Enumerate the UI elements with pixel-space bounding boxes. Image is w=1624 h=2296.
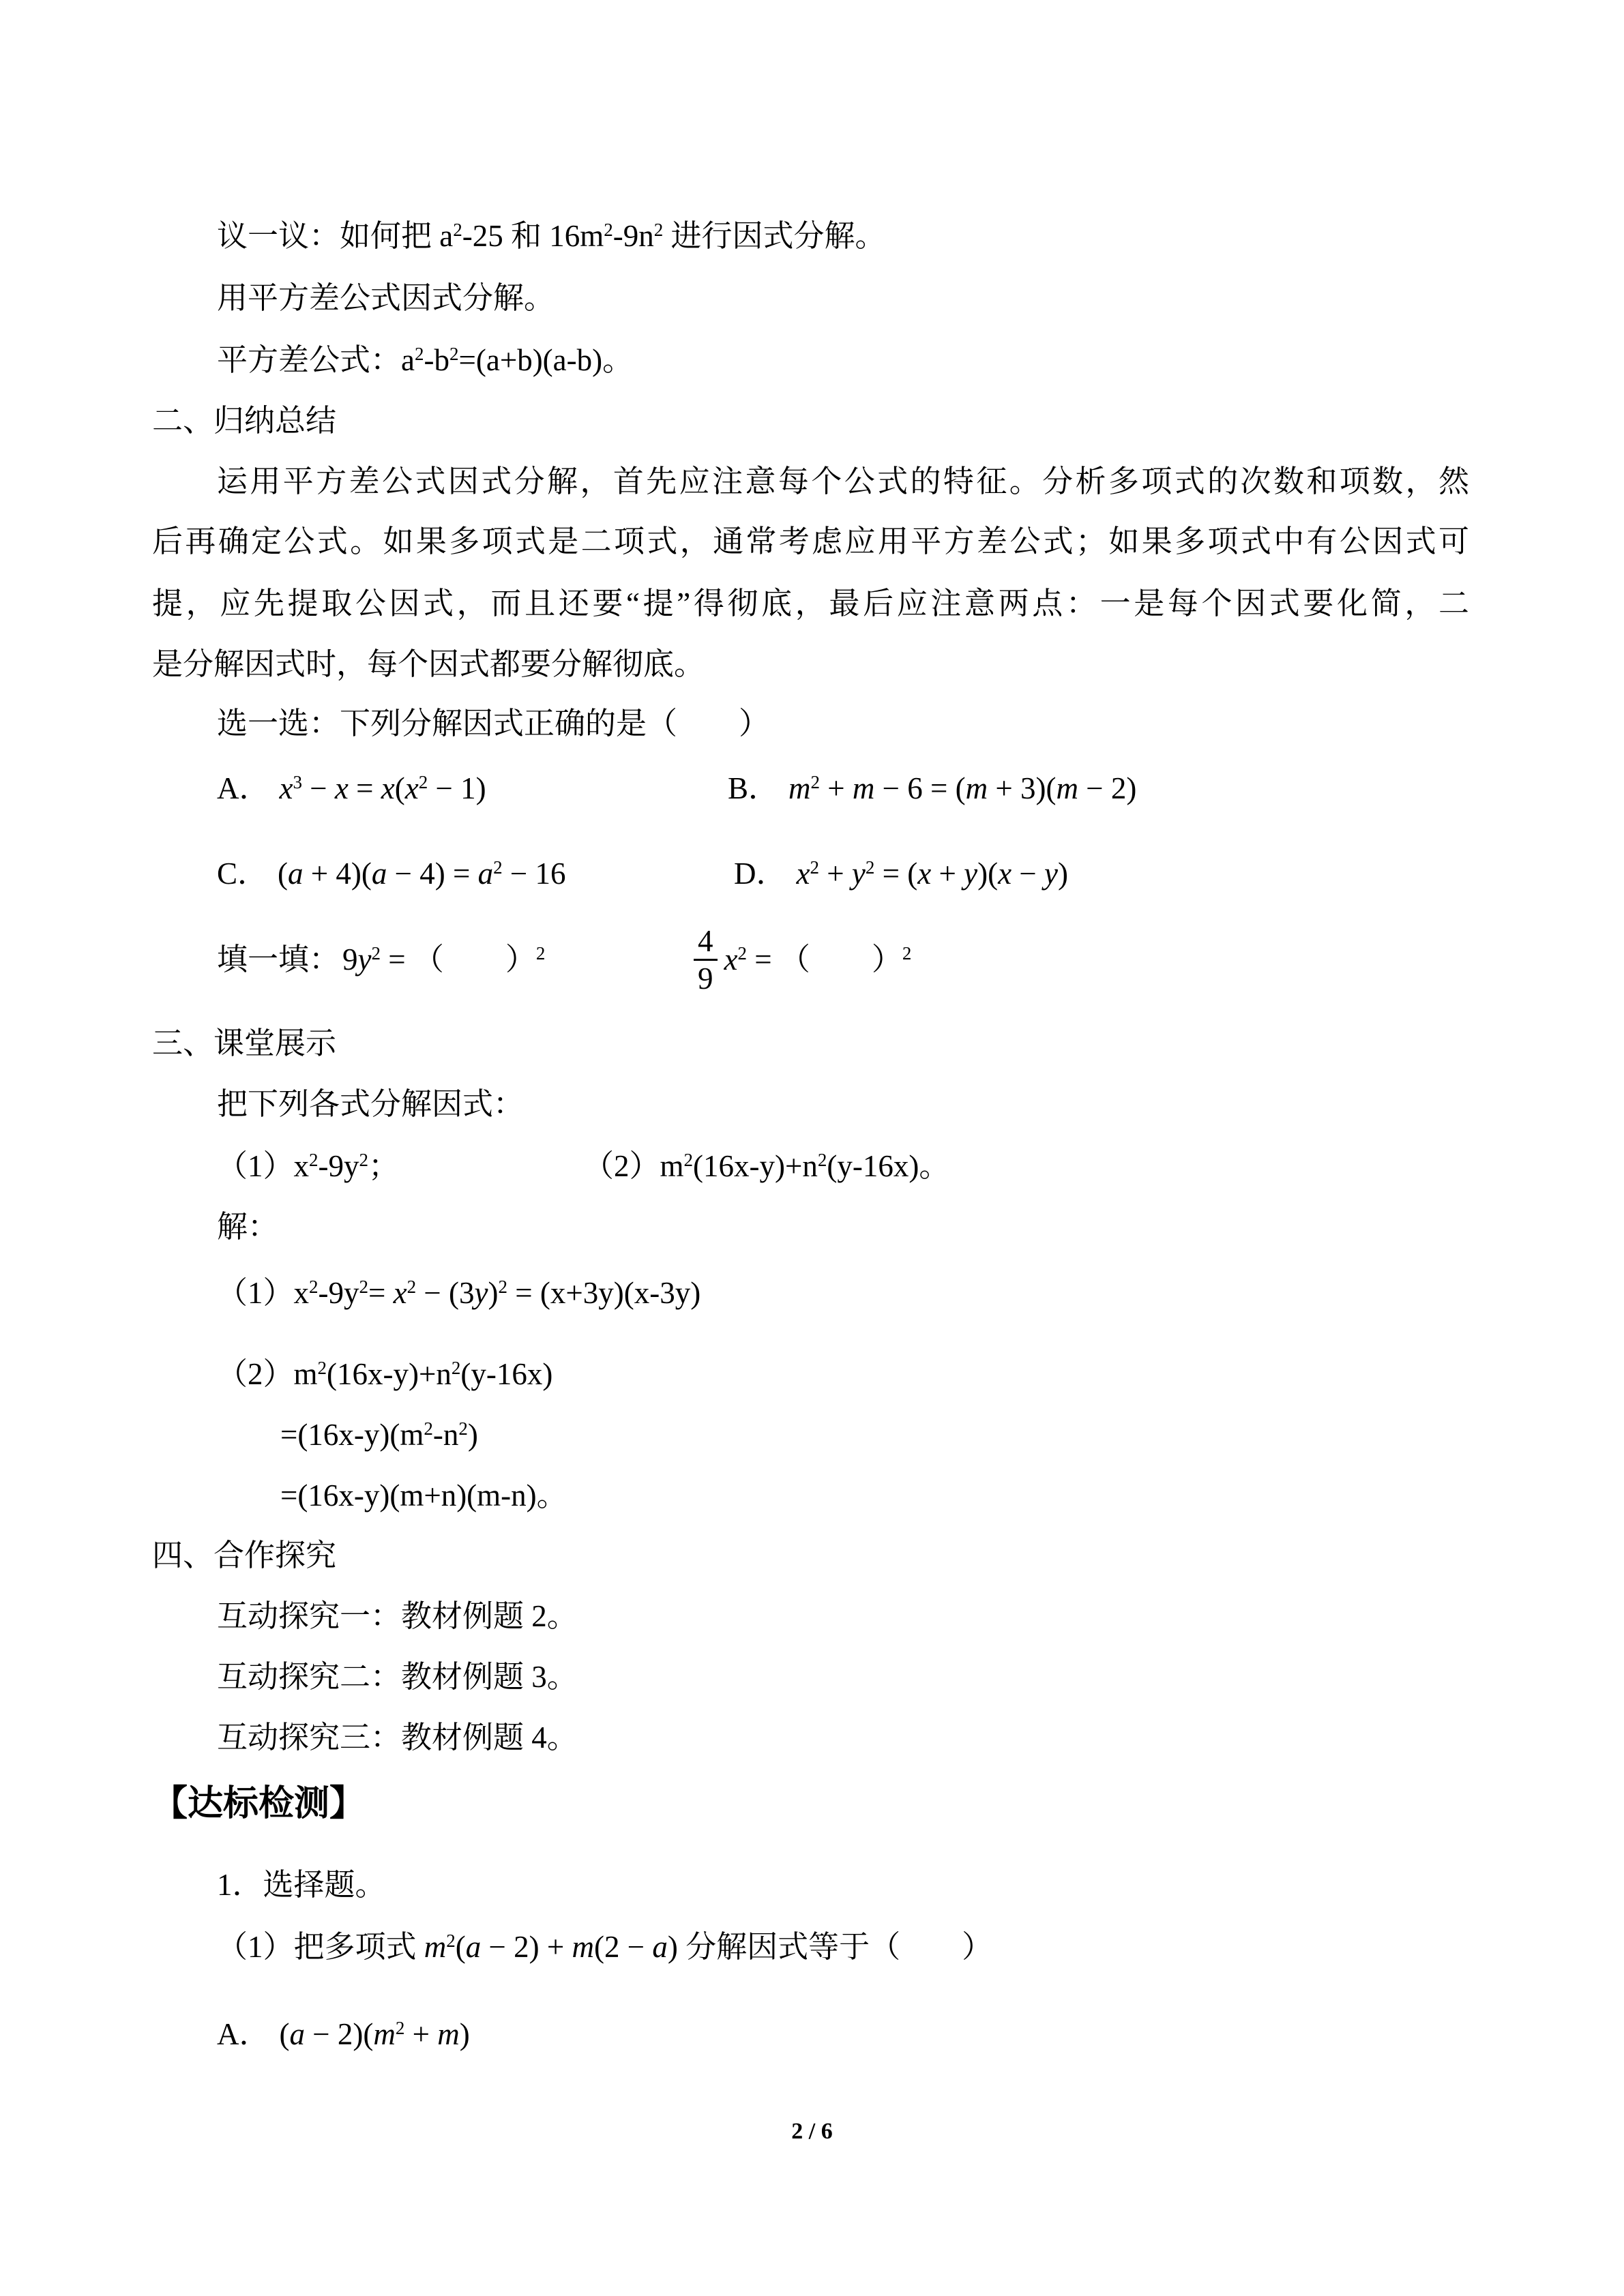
fraction-denominator: 9 <box>698 961 713 996</box>
cooperate-item: 互动探究二：教材例题 3。 <box>217 1660 578 1694</box>
math-variable: m <box>437 2017 460 2051</box>
solution-2-step-2: =(16x-y)(m+n)(m-n)。 <box>280 1478 567 1512</box>
text-run: （2）m <box>217 1357 318 1391</box>
option-expression <box>280 771 486 805</box>
solution-label: 解： <box>217 1210 279 1244</box>
fill-expression <box>724 939 912 980</box>
superscript: 2 <box>817 1150 827 1171</box>
option-b <box>728 768 1136 809</box>
discussion-prompt <box>217 215 886 256</box>
math-variable: a <box>652 1930 668 1964</box>
text-run: ( <box>279 2017 290 2051</box>
text-run: + <box>404 2017 438 2051</box>
text-run: = （ ） <box>381 942 536 976</box>
math-variable: x <box>381 771 395 805</box>
showcase-problem-2 <box>583 1146 949 1187</box>
text-run: （2）m <box>583 1149 684 1183</box>
text-run: − <box>1012 856 1044 891</box>
solution-2-step-1 <box>280 1414 478 1455</box>
math-variable: a <box>477 856 494 891</box>
fill-in-item-2 <box>694 919 911 1000</box>
solution-2 <box>217 1354 552 1395</box>
superscript: 2 <box>865 857 875 878</box>
cooperate-item: 互动探究三：教材例题 4。 <box>217 1720 578 1755</box>
math-variable: m <box>965 771 988 805</box>
math-variable: y <box>474 1276 488 1310</box>
text-run: （1）x <box>217 1276 310 1310</box>
text-run: ) <box>459 2017 470 2051</box>
showcase-problem-1 <box>217 1146 399 1187</box>
superscript: 2 <box>395 2018 405 2039</box>
text-run: (16x-y)+n <box>693 1149 818 1183</box>
superscript: 2 <box>810 857 819 878</box>
showcase-instruction: 把下列各式分解因式： <box>217 1087 525 1121</box>
text-run: =(16x-y)(m <box>280 1418 424 1452</box>
superscript: 2 <box>737 943 747 964</box>
text-run: − (3 <box>416 1276 475 1310</box>
section-heading-showcase: 三、课堂展示 <box>152 1026 337 1060</box>
superscript: 2 <box>418 772 428 793</box>
text-run: 议一议：如何把 a <box>217 219 454 253</box>
text-run: − <box>301 771 335 805</box>
section-heading-cooperate: 四、合作探究 <box>152 1538 337 1572</box>
text-run: -n <box>432 1418 459 1452</box>
math-variable: x <box>334 771 349 805</box>
check-question-1 <box>217 1926 992 1967</box>
text-run: = <box>368 1276 394 1310</box>
option-d <box>734 853 1068 894</box>
option-label: D． <box>734 856 787 891</box>
superscript: 2 <box>458 1418 468 1440</box>
fill-label: 填一填： <box>217 942 340 976</box>
option-label: A． <box>217 2017 270 2051</box>
option-label: C． <box>217 856 269 891</box>
text-run: − 2) + <box>481 1930 572 1964</box>
math-variable: y <box>357 942 372 976</box>
text-run: -25 和 16m <box>462 219 604 253</box>
superscript: 2 <box>424 1418 433 1440</box>
text-run: = ( <box>874 856 918 891</box>
superscript: 2 <box>498 1277 507 1298</box>
check-section-title: 1．选择题。 <box>217 1868 386 1902</box>
superscript: 2 <box>902 943 912 964</box>
text-run: ( <box>278 856 289 891</box>
text-run: + <box>820 771 853 805</box>
text-run: -9y <box>318 1276 359 1310</box>
text-run: 进行因式分解。 <box>663 219 886 253</box>
method-note: 用平方差公式因式分解。 <box>217 281 555 315</box>
math-variable: y <box>851 856 866 891</box>
math-variable: x <box>393 1276 407 1310</box>
math-variable: x <box>404 771 419 805</box>
superscript: 2 <box>653 220 664 241</box>
text-run: + <box>931 856 964 891</box>
text-run: + 3)( <box>988 771 1057 805</box>
math-variable: x <box>724 942 738 976</box>
text-run: − 4) = <box>387 856 478 891</box>
math-variable: x <box>998 856 1012 891</box>
text-run: (16x-y)+n <box>327 1357 452 1391</box>
superscript: 2 <box>810 772 821 793</box>
text-run: 平方差公式：a <box>217 343 415 377</box>
superscript: 2 <box>535 943 546 964</box>
text-run: + 4)( <box>303 856 372 891</box>
superscript: 2 <box>317 1358 327 1379</box>
summary-paragraph-line: 提，应先提取公因式，而且还要“提”得彻底，最后应注意两点：一是每个因式要化简，二 <box>152 586 1469 621</box>
text-run: ； <box>368 1149 400 1183</box>
fill-expression <box>342 939 545 980</box>
option-c <box>217 853 566 894</box>
superscript: 2 <box>683 1150 694 1171</box>
math-variable: x <box>796 856 810 891</box>
text-run: -b <box>424 343 449 377</box>
superscript: 2 <box>446 1930 456 1952</box>
text-run: = (x+3y)(x-3y) <box>507 1276 701 1310</box>
section-heading-check: 【达标检测】 <box>152 1784 366 1823</box>
text-run: 9 <box>342 942 358 976</box>
summary-paragraph-line: 运用平方差公式因式分解，首先应注意每个公式的特征。分析多项式的次数和项数，然 <box>217 464 1469 498</box>
check-option-a <box>217 2014 470 2055</box>
math-variable: y <box>1044 856 1058 891</box>
superscript: 2 <box>371 943 381 964</box>
text-run: − 1) <box>428 771 486 805</box>
option-label: A． <box>217 771 270 805</box>
superscript: 2 <box>451 1358 461 1379</box>
text-run: ( <box>455 1930 466 1964</box>
math-variable: x <box>917 856 932 891</box>
text-run: ) <box>467 1418 478 1452</box>
math-variable: m <box>424 1930 447 1964</box>
option-label: B． <box>728 771 780 805</box>
superscript: 2 <box>309 1277 319 1298</box>
fraction-numerator: 4 <box>694 925 718 961</box>
superscript: 2 <box>407 1277 417 1298</box>
section-heading-summary: 二、归纳总结 <box>152 404 337 438</box>
text-run: (2 − <box>594 1930 653 1964</box>
text-run: − 2) <box>1078 771 1137 805</box>
text-run: − 2)( <box>305 2017 374 2051</box>
superscript: 2 <box>604 220 613 241</box>
text-run: (y-16x) <box>460 1357 553 1391</box>
math-variable: x <box>279 771 293 805</box>
page-number: 2 / 6 <box>791 2119 833 2144</box>
option-a <box>217 768 486 809</box>
text-run: （1）x <box>217 1149 310 1183</box>
text-run: − 16 <box>502 856 566 891</box>
text-run: = <box>348 771 381 805</box>
superscript: 2 <box>309 1150 319 1171</box>
option-expression <box>280 2017 470 2051</box>
summary-paragraph-line: 后再确定公式。如果多项式是二项式，通常考虑应用平方差公式；如果多项式中有公因式可 <box>152 524 1469 558</box>
math-variable: a <box>289 2017 305 2051</box>
superscript: 2 <box>359 1150 369 1171</box>
superscript: 2 <box>414 344 424 365</box>
option-expression <box>278 856 566 891</box>
text-run: = （ ） <box>746 942 902 976</box>
summary-paragraph-line: 是分解因式时，每个因式都要分解彻底。 <box>152 647 705 681</box>
text-run: − 6 = ( <box>874 771 966 805</box>
text-run: ( <box>394 771 405 805</box>
text-run: =(a+b)(a-b)。 <box>458 343 634 377</box>
text-run: ) <box>488 1276 499 1310</box>
math-variable: m <box>852 771 875 805</box>
fill-in-item-1 <box>217 919 545 1000</box>
text-run: (y-16x)。 <box>827 1149 950 1183</box>
cooperate-item: 互动探究一：教材例题 2。 <box>217 1599 578 1633</box>
math-variable: m <box>788 771 811 805</box>
math-variable: a <box>465 1930 482 1964</box>
math-variable: a <box>288 856 304 891</box>
text-run: )( <box>977 856 999 891</box>
math-variable: a <box>371 856 387 891</box>
option-expression <box>797 856 1068 891</box>
text-run: ) 分解因式等于（ ） <box>667 1930 993 1964</box>
superscript: 2 <box>453 220 462 241</box>
text-run: + <box>818 856 852 891</box>
superscript: 2 <box>359 1277 369 1298</box>
superscript: 2 <box>493 857 503 878</box>
math-variable: m <box>1056 771 1079 805</box>
text-run: （1）把多项式 <box>217 1930 424 1964</box>
math-variable: m <box>373 2017 396 2051</box>
superscript: 2 <box>449 344 459 365</box>
choice-question: 选一选：下列分解因式正确的是（ ） <box>217 706 770 741</box>
math-variable: y <box>964 856 978 891</box>
fraction <box>694 925 718 995</box>
superscript: 3 <box>293 772 302 793</box>
text-run: ) <box>1057 856 1068 891</box>
text-run: -9n <box>612 219 654 253</box>
math-variable: m <box>572 1930 595 1964</box>
text-run: -9y <box>318 1149 359 1183</box>
solution-1 <box>217 1272 700 1313</box>
option-expression <box>788 771 1136 805</box>
difference-of-squares-formula <box>217 340 633 381</box>
